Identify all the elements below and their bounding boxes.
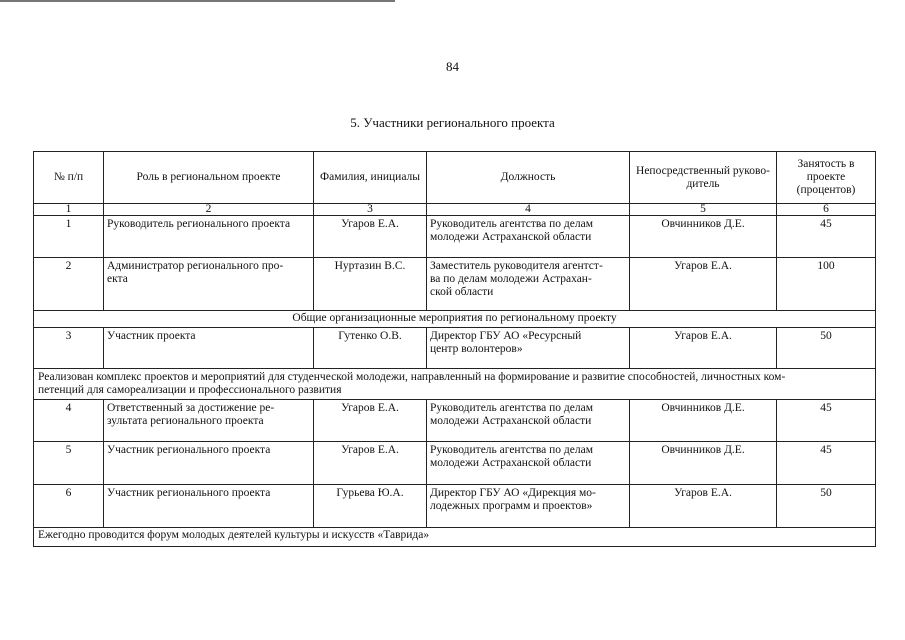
header-supervisor: Непосредственный руково- дитель [630,152,777,204]
section-row [34,369,876,400]
name-cell: Угаров Е.А. [314,400,427,442]
row-number: 4 [34,400,104,442]
row-number: 5 [34,442,104,485]
header-employment: Занятость в проекте (процентов) [777,152,876,204]
role-cell: Ответственный за достижение ре- зультата регионального проекта [104,400,314,442]
position-cell: Директор ГБУ АО «Ресурсный центр волонтеров» [427,328,630,369]
row-number: 2 [34,258,104,311]
employment-cell: 50 [777,328,876,369]
scan-artifact-line [0,0,395,2]
position-cell: Заместитель руководителя агентст- ва по делам молодежи Астрахан- ской области [427,258,630,311]
section-row-student-youth: Реализован комплекс проектов и мероприятий для студенческой молодежи, направленный на формирование и развитие способностей, личностных ком- петенций для самореализации и профессионального развития [34,369,876,400]
header-number: № п/п [34,152,104,204]
supervisor-cell: Овчинников Д.Е. [630,400,777,442]
column-number: 5 [630,204,777,216]
employment-cell: 45 [777,216,876,258]
role-cell: Администратор регионального про- екта [104,258,314,311]
page-number: 84 [446,59,459,74]
position-cell: Руководитель агентства по делам молодежи Астраханской области [427,400,630,442]
supervisor-cell: Угаров Е.А. [630,485,777,528]
section-row-tavrida-forum: Ежегодно проводится форум молодых деятелей культуры и искусств «Таврида» [34,528,876,547]
section-row [34,528,876,547]
position-cell: Руководитель агентства по делам молодежи Астраханской области [427,216,630,258]
employment-cell: 50 [777,485,876,528]
row-number: 3 [34,328,104,369]
role-cell: Участник проекта [104,328,314,369]
table-row [34,485,876,528]
supervisor-cell: Угаров Е.А. [630,258,777,311]
column-numbers-row [34,204,876,216]
table-row [34,442,876,485]
participants-table [33,151,876,547]
table-row [34,400,876,442]
row-number: 1 [34,216,104,258]
section-title: 5. Участники регионального проекта [350,115,555,130]
column-number: 4 [427,204,630,216]
table-header-row [34,152,876,204]
employment-cell: 100 [777,258,876,311]
column-number: 3 [314,204,427,216]
supervisor-cell: Овчинников Д.Е. [630,216,777,258]
name-cell: Угаров Е.А. [314,216,427,258]
supervisor-cell: Угаров Е.А. [630,328,777,369]
name-cell: Угаров Е.А. [314,442,427,485]
section-row [34,311,876,328]
name-cell: Гутенко О.В. [314,328,427,369]
table-row [34,216,876,258]
name-cell: Гурьева Ю.А. [314,485,427,528]
employment-cell: 45 [777,400,876,442]
position-cell: Руководитель агентства по делам молодежи Астраханской области [427,442,630,485]
table-row [34,328,876,369]
header-name: Фамилия, инициалы [314,152,427,204]
column-number: 2 [104,204,314,216]
header-position: Должность [427,152,630,204]
name-cell: Нуртазин В.С. [314,258,427,311]
section-row-general-events: Общие организационные мероприятия по региональному проекту [34,311,876,328]
column-number: 6 [777,204,876,216]
role-cell: Руководитель регионального проекта [104,216,314,258]
row-number: 6 [34,485,104,528]
position-cell: Директор ГБУ АО «Дирекция мо- лодежных программ и проектов» [427,485,630,528]
role-cell: Участник регионального проекта [104,442,314,485]
role-cell: Участник регионального проекта [104,485,314,528]
header-role: Роль в региональном проекте [104,152,314,204]
employment-cell: 45 [777,442,876,485]
column-number: 1 [34,204,104,216]
table-row [34,258,876,311]
supervisor-cell: Овчинников Д.Е. [630,442,777,485]
